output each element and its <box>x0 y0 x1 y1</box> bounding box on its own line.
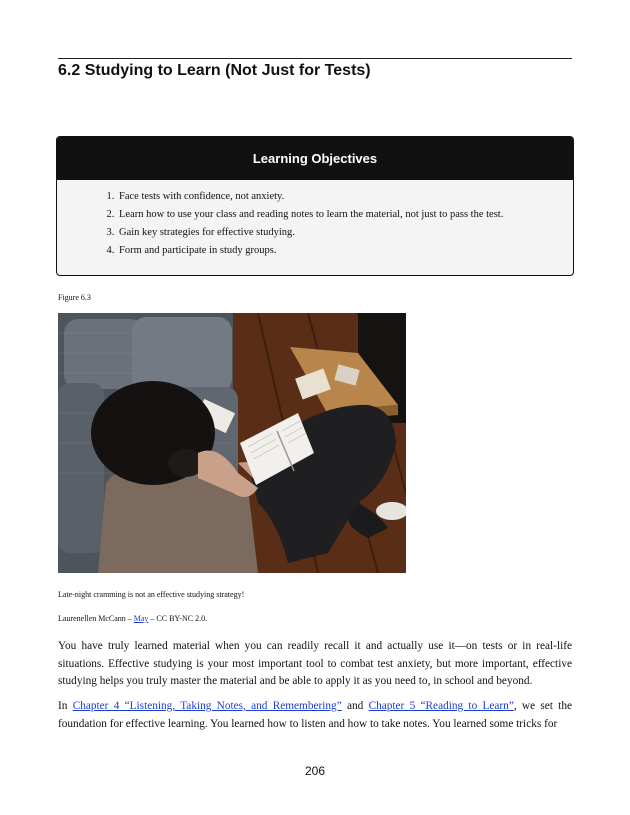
credit-license: – CC BY-NC 2.0. <box>148 614 208 623</box>
objective-item: 3. Gain key strategies for effective studying. <box>117 224 573 242</box>
page-number: 206 <box>304 764 326 778</box>
figure-credit <box>58 614 207 623</box>
figure-caption: Late-night cramming is not an effective studying strategy! <box>58 590 245 599</box>
credit-author: Laurenellen McCann – <box>58 614 134 623</box>
header-rule <box>58 58 572 59</box>
p2-prefix: In <box>58 700 73 712</box>
section-title: 6.2 Studying to Learn (Not Just for Tests) <box>58 62 371 79</box>
figure-label: Figure 6.3 <box>58 293 91 302</box>
p2-rest: , we set the foundation for effective learning. You learned how to listen and how to take notes. You learned some tricks for <box>58 700 572 730</box>
body-paragraph-1: You have truly learned material when you can readily recall it and actually use it—on tests or in real-life situations. Effective studying is your most important tool to combat test anxiety, but more important, effective studying helps you truly master the material and be able to apply it as you need to, in school and beyond. <box>58 640 572 687</box>
learning-objectives-box <box>56 136 574 276</box>
objective-item: 4. Form and participate in study groups. <box>117 242 573 260</box>
chapter-5-link[interactable]: Chapter 5 “Reading to Learn” <box>368 700 514 712</box>
p2-mid: and <box>341 700 369 712</box>
body-paragraph-2 <box>58 698 572 733</box>
objective-item: 2. Learn how to use your class and reading notes to learn the material, not just to pass the test. <box>117 206 573 224</box>
learning-objectives-heading: Learning Objectives <box>57 137 573 180</box>
learning-objectives-list <box>57 180 573 260</box>
credit-link[interactable]: May <box>133 614 149 623</box>
figure-photo <box>58 313 406 573</box>
chapter-4-link[interactable]: Chapter 4 “Listening, Taking Notes, and Remembering” <box>72 700 342 712</box>
objective-item: 1. Face tests with confidence, not anxiety. <box>117 188 573 206</box>
